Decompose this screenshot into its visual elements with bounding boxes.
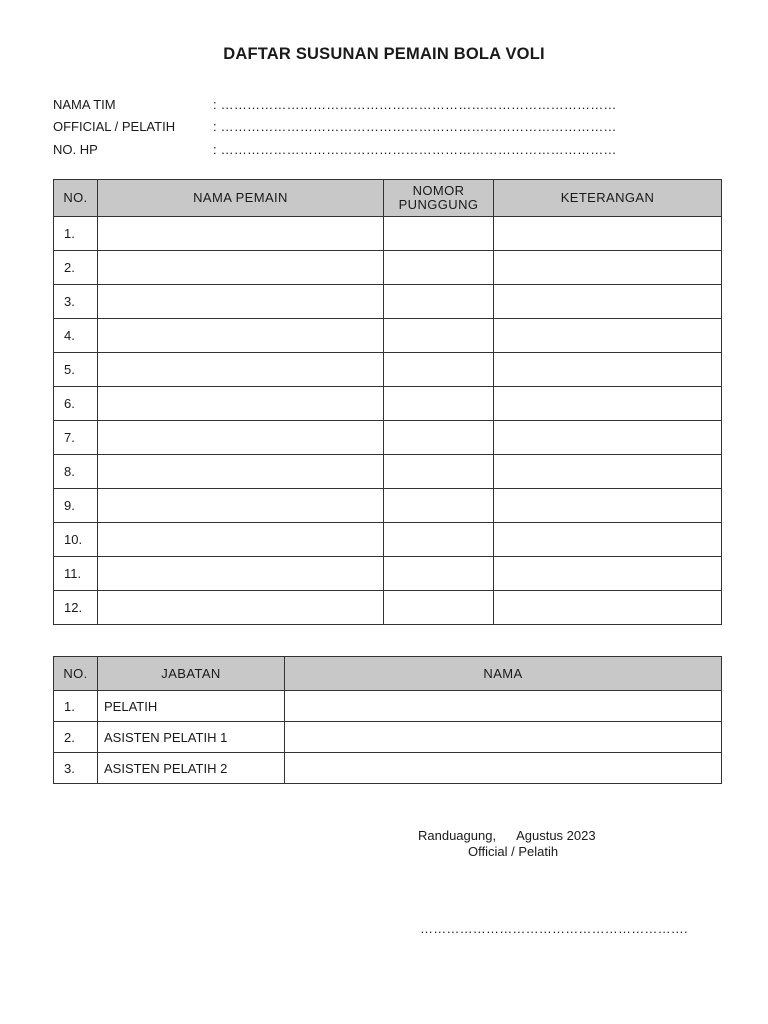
jersey-number-cell[interactable] xyxy=(384,387,494,421)
signature-place: Randuagung, xyxy=(418,828,497,843)
header-jersey-number xyxy=(384,180,494,217)
jersey-number-cell[interactable] xyxy=(384,455,494,489)
player-row-number: 10. xyxy=(54,523,98,557)
jersey-number-cell[interactable] xyxy=(384,285,494,319)
player-row xyxy=(54,421,722,455)
players-header-row xyxy=(54,180,722,217)
coach-label: OFFICIAL / PELATIH xyxy=(53,119,176,135)
player-name-cell[interactable] xyxy=(98,353,384,387)
notes-cell[interactable] xyxy=(494,285,722,319)
signature-line[interactable]: ……………………………………………………. xyxy=(420,921,688,936)
official-row xyxy=(54,722,722,753)
player-row xyxy=(54,353,722,387)
player-row-number: 1. xyxy=(54,217,98,251)
notes-cell[interactable] xyxy=(494,489,722,523)
official-position: PELATIH xyxy=(98,691,285,722)
officials-header-row xyxy=(54,657,722,691)
player-row-number: 3. xyxy=(54,285,98,319)
player-row xyxy=(54,251,722,285)
official-name-cell[interactable] xyxy=(285,691,722,722)
phone-field[interactable]: : ……………………………………………………………………………… xyxy=(213,141,617,157)
official-name-cell[interactable] xyxy=(285,722,722,753)
signature-place-date xyxy=(418,828,596,843)
jersey-number-cell[interactable] xyxy=(384,251,494,285)
jersey-number-cell[interactable] xyxy=(384,217,494,251)
player-name-cell[interactable] xyxy=(98,387,384,421)
team-info-section xyxy=(53,93,617,161)
player-row xyxy=(54,285,722,319)
player-name-cell[interactable] xyxy=(98,523,384,557)
player-name-cell[interactable] xyxy=(98,489,384,523)
player-row xyxy=(54,387,722,421)
player-row-number: 5. xyxy=(54,353,98,387)
player-row xyxy=(54,455,722,489)
player-row xyxy=(54,557,722,591)
header-jersey-number-line2: PUNGGUNG xyxy=(398,197,479,212)
header-notes: KETERANGAN xyxy=(494,180,722,217)
jersey-number-cell[interactable] xyxy=(384,421,494,455)
jersey-number-cell[interactable] xyxy=(384,319,494,353)
player-name-cell[interactable] xyxy=(98,251,384,285)
coach-field[interactable]: : ……………………………………………………………………………… xyxy=(213,119,617,135)
jersey-number-cell[interactable] xyxy=(384,353,494,387)
team-info-row xyxy=(53,138,617,161)
header-position: JABATAN xyxy=(98,657,285,691)
player-name-cell[interactable] xyxy=(98,455,384,489)
phone-label: NO. HP xyxy=(53,141,98,157)
signature-date: Agustus 2023 xyxy=(516,828,596,843)
player-name-cell[interactable] xyxy=(98,557,384,591)
official-row-number: 3. xyxy=(54,753,98,784)
jersey-number-cell[interactable] xyxy=(384,591,494,625)
official-name-cell[interactable] xyxy=(285,753,722,784)
header-no: NO. xyxy=(54,180,98,217)
player-row-number: 4. xyxy=(54,319,98,353)
notes-cell[interactable] xyxy=(494,523,722,557)
notes-cell[interactable] xyxy=(494,387,722,421)
notes-cell[interactable] xyxy=(494,557,722,591)
player-name-cell[interactable] xyxy=(98,217,384,251)
jersey-number-cell[interactable] xyxy=(384,489,494,523)
official-row xyxy=(54,691,722,722)
player-row-number: 7. xyxy=(54,421,98,455)
team-info-row xyxy=(53,93,617,116)
player-row-number: 11. xyxy=(54,557,98,591)
notes-cell[interactable] xyxy=(494,591,722,625)
player-row-number: 9. xyxy=(54,489,98,523)
player-name-cell[interactable] xyxy=(98,421,384,455)
notes-cell[interactable] xyxy=(494,455,722,489)
player-row-number: 12. xyxy=(54,591,98,625)
team-info-row xyxy=(53,116,617,139)
official-row-number: 1. xyxy=(54,691,98,722)
notes-cell[interactable] xyxy=(494,421,722,455)
team-name-field[interactable]: : ……………………………………………………………………………… xyxy=(213,96,617,112)
player-row xyxy=(54,217,722,251)
officials-table xyxy=(53,656,722,784)
jersey-number-cell[interactable] xyxy=(384,523,494,557)
jersey-number-cell[interactable] xyxy=(384,557,494,591)
player-row xyxy=(54,523,722,557)
notes-cell[interactable] xyxy=(494,251,722,285)
player-row-number: 2. xyxy=(54,251,98,285)
signature-role: Official / Pelatih xyxy=(468,844,559,859)
notes-cell[interactable] xyxy=(494,319,722,353)
player-row xyxy=(54,489,722,523)
official-position: ASISTEN PELATIH 2 xyxy=(98,753,285,784)
player-row xyxy=(54,591,722,625)
team-name-label: NAMA TIM xyxy=(53,96,116,112)
players-table xyxy=(53,179,722,625)
player-row-number: 6. xyxy=(54,387,98,421)
notes-cell[interactable] xyxy=(494,353,722,387)
header-player-name: NAMA PEMAIN xyxy=(98,180,384,217)
player-name-cell[interactable] xyxy=(98,591,384,625)
official-row xyxy=(54,753,722,784)
player-name-cell[interactable] xyxy=(98,285,384,319)
player-row-number: 8. xyxy=(54,455,98,489)
header-official-name: NAMA xyxy=(285,657,722,691)
signature-block xyxy=(418,828,596,859)
document-title: DAFTAR SUSUNAN PEMAIN BOLA VOLI xyxy=(223,45,545,63)
player-name-cell[interactable] xyxy=(98,319,384,353)
header-jersey-number-line1: NOMOR xyxy=(412,183,465,198)
notes-cell[interactable] xyxy=(494,217,722,251)
official-row-number: 2. xyxy=(54,722,98,753)
header-no: NO. xyxy=(54,657,98,691)
player-row xyxy=(54,319,722,353)
official-position: ASISTEN PELATIH 1 xyxy=(98,722,285,753)
